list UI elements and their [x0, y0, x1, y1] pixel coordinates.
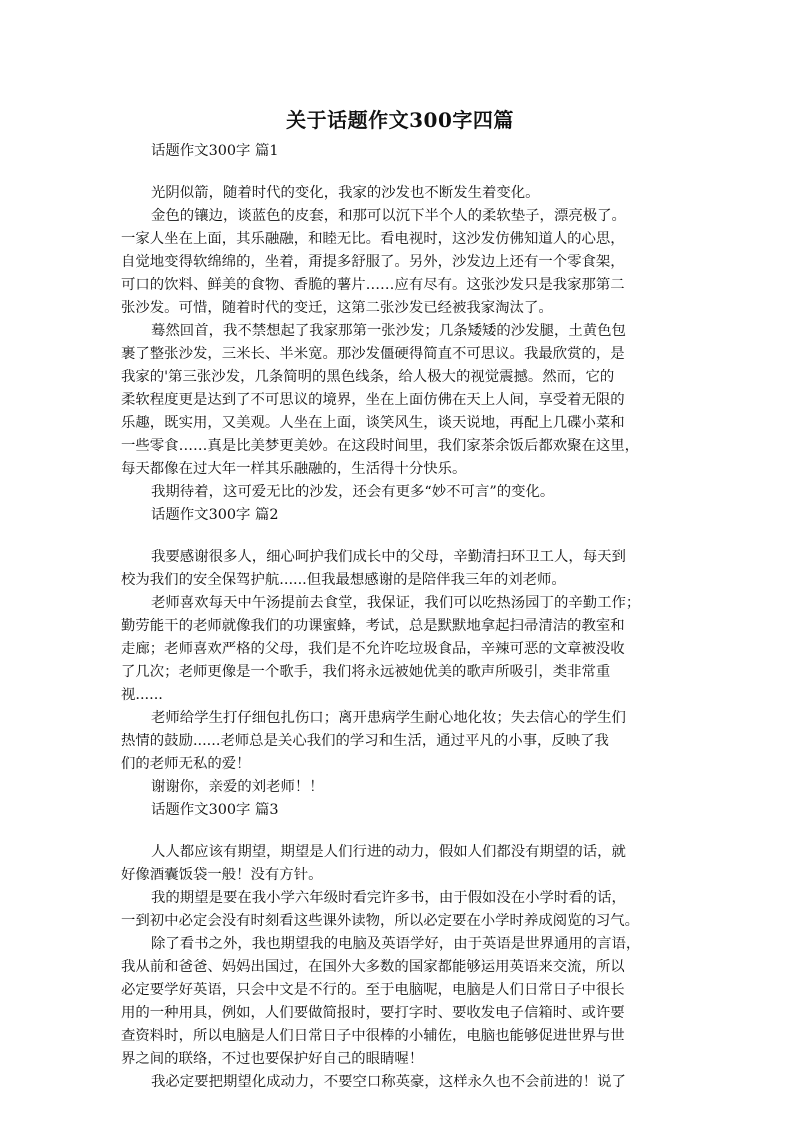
- paragraph-line: 勤劳能干的老师就像我们的功课蜜蜂，考试，总是默默地拿起扫帚清洁的教室和: [121, 618, 625, 634]
- paragraph-line: 一到初中必定会没有时刻看这些课外读物，所以必定要在小学时养成阅览的习气。: [121, 913, 640, 929]
- paragraph-line: 必定要学好英语，只会中文是不行的。至于电脑呢，电脑是人们日常日子中很长: [121, 982, 625, 998]
- paragraph-line: 校为我们的安全保驾护航......但我最想感谢的是陪伴我三年的刘老师。: [121, 572, 566, 588]
- paragraph-line: 我家的'第三张沙发，几条简明的黑色线条，给人极大的视觉震撼。然而，它的: [121, 369, 615, 385]
- paragraph-line: 们的老师无私的爱！: [121, 756, 251, 772]
- paragraph-line: 每天都像在过大年一样其乐融融的，生活得十分快乐。: [121, 461, 467, 477]
- paragraph-line: 自觉地变得软绵绵的，坐着，甭提多舒服了。另外，沙发边上还有一个零食架，: [121, 254, 625, 270]
- section-heading: 话题作文300字 篇2: [151, 507, 279, 523]
- paragraph-line: 走廊；老师喜欢严格的父母，我们是不允许吃垃圾食品，辛辣可恶的文章被没收: [121, 641, 625, 657]
- paragraph-line: 金色的镶边，谈蓝色的皮套，和那可以沉下半个人的柔软垫子，漂亮极了。: [151, 208, 626, 224]
- paragraph-line: 一家人坐在上面，其乐融融，和睦无比。看电视时，这沙发仿佛知道人的心思，: [121, 231, 625, 247]
- section-heading: 话题作文300字 篇3: [151, 802, 279, 818]
- paragraph-line: 我必定要把期望化成动力，不要空口称英豪，这样永久也不会前进的！说了: [151, 1074, 626, 1090]
- paragraph-line: 柔软程度更是达到了不可思议的境界，坐在上面仿佛在天上人间，享受着无限的: [121, 392, 625, 408]
- paragraph-line: 界之间的联络，不过也要保护好自己的眼睛喔！: [121, 1051, 424, 1067]
- paragraph-line: 老师给学生打仔细包扎伤口；离开患病学生耐心地化妆；失去信心的学生们: [151, 710, 626, 726]
- paragraph-line: 我的期望是要在我小学六年级时看完许多书，由于假如没在小学时看的话，: [151, 890, 626, 906]
- paragraph-line: 人人都应该有期望，期望是人们行进的动力，假如人们都没有期望的话，就: [151, 844, 626, 860]
- section-heading: 话题作文300字 篇1: [151, 143, 279, 159]
- paragraph-line: 好像酒囊饭袋一般！没有方针。: [121, 867, 323, 883]
- paragraph-line: 一些零食……真是比美梦更美妙。在这段时间里，我们家茶余饭后都欢聚在这里，: [121, 438, 640, 454]
- page-title: 关于话题作文300字四篇: [286, 108, 514, 132]
- paragraph-line: 光阴似箭，随着时代的变化，我家的沙发也不断发生着变化。: [151, 185, 540, 201]
- paragraph-line: 乐趣，既实用，又美观。人坐在上面，谈笑风生，谈天说地，再配上几碟小菜和: [121, 415, 625, 431]
- paragraph-line: 了几次；老师更像是一个歌手，我们将永远被她优美的歌声所吸引，类非常重: [121, 664, 611, 680]
- paragraph-line: 裹了整张沙发，三米长、半米宽。那沙发僵硬得简直不可思议。我最欣赏的，是: [121, 346, 625, 362]
- paragraph-line: 视......: [121, 687, 163, 703]
- paragraph-line: 我期待着，这可爱无比的沙发，还会有更多“妙不可言”的变化。: [151, 484, 555, 500]
- paragraph-line: 可口的饮料、鲜美的食物、香脆的薯片……应有尽有。这张沙发只是我家那第二: [121, 277, 625, 293]
- paragraph-line: 我从前和爸爸、妈妈出国过，在国外大多数的国家都能够运用英语来交流，所以: [121, 959, 625, 975]
- paragraph-line: 谢谢你，亲爱的刘老师！！: [151, 779, 324, 795]
- paragraph-line: 用的一种用具，例如，人们要做简报时，要打字时、要收发电子信箱时、或许要: [121, 1005, 625, 1021]
- paragraph-line: 蓦然回首，我不禁想起了我家那第一张沙发；几条矮矮的沙发腿，土黄色包: [151, 323, 626, 339]
- paragraph-line: 老师喜欢每天中午汤提前去食堂，我保证，我们可以吃热汤园丁的辛勤工作；: [151, 595, 641, 611]
- paragraph-line: 热情的鼓励......老师总是关心我们的学习和生活，通过平凡的小事，反映了我: [121, 733, 609, 749]
- paragraph-line: 查资料时，所以电脑是人们日常日子中很棒的小辅佐，电脑也能够促进世界与世: [121, 1028, 625, 1044]
- paragraph-line: 张沙发。可惜，随着时代的变迁，这第二张沙发已经被我家淘汰了。: [121, 300, 553, 316]
- paragraph-line: 除了看书之外，我也期望我的电脑及英语学好，由于英语是世界通用的言语，: [151, 936, 641, 952]
- paragraph-line: 我要感谢很多人，细心呵护我们成长中的父母，辛勤清扫环卫工人，每天到: [151, 549, 626, 565]
